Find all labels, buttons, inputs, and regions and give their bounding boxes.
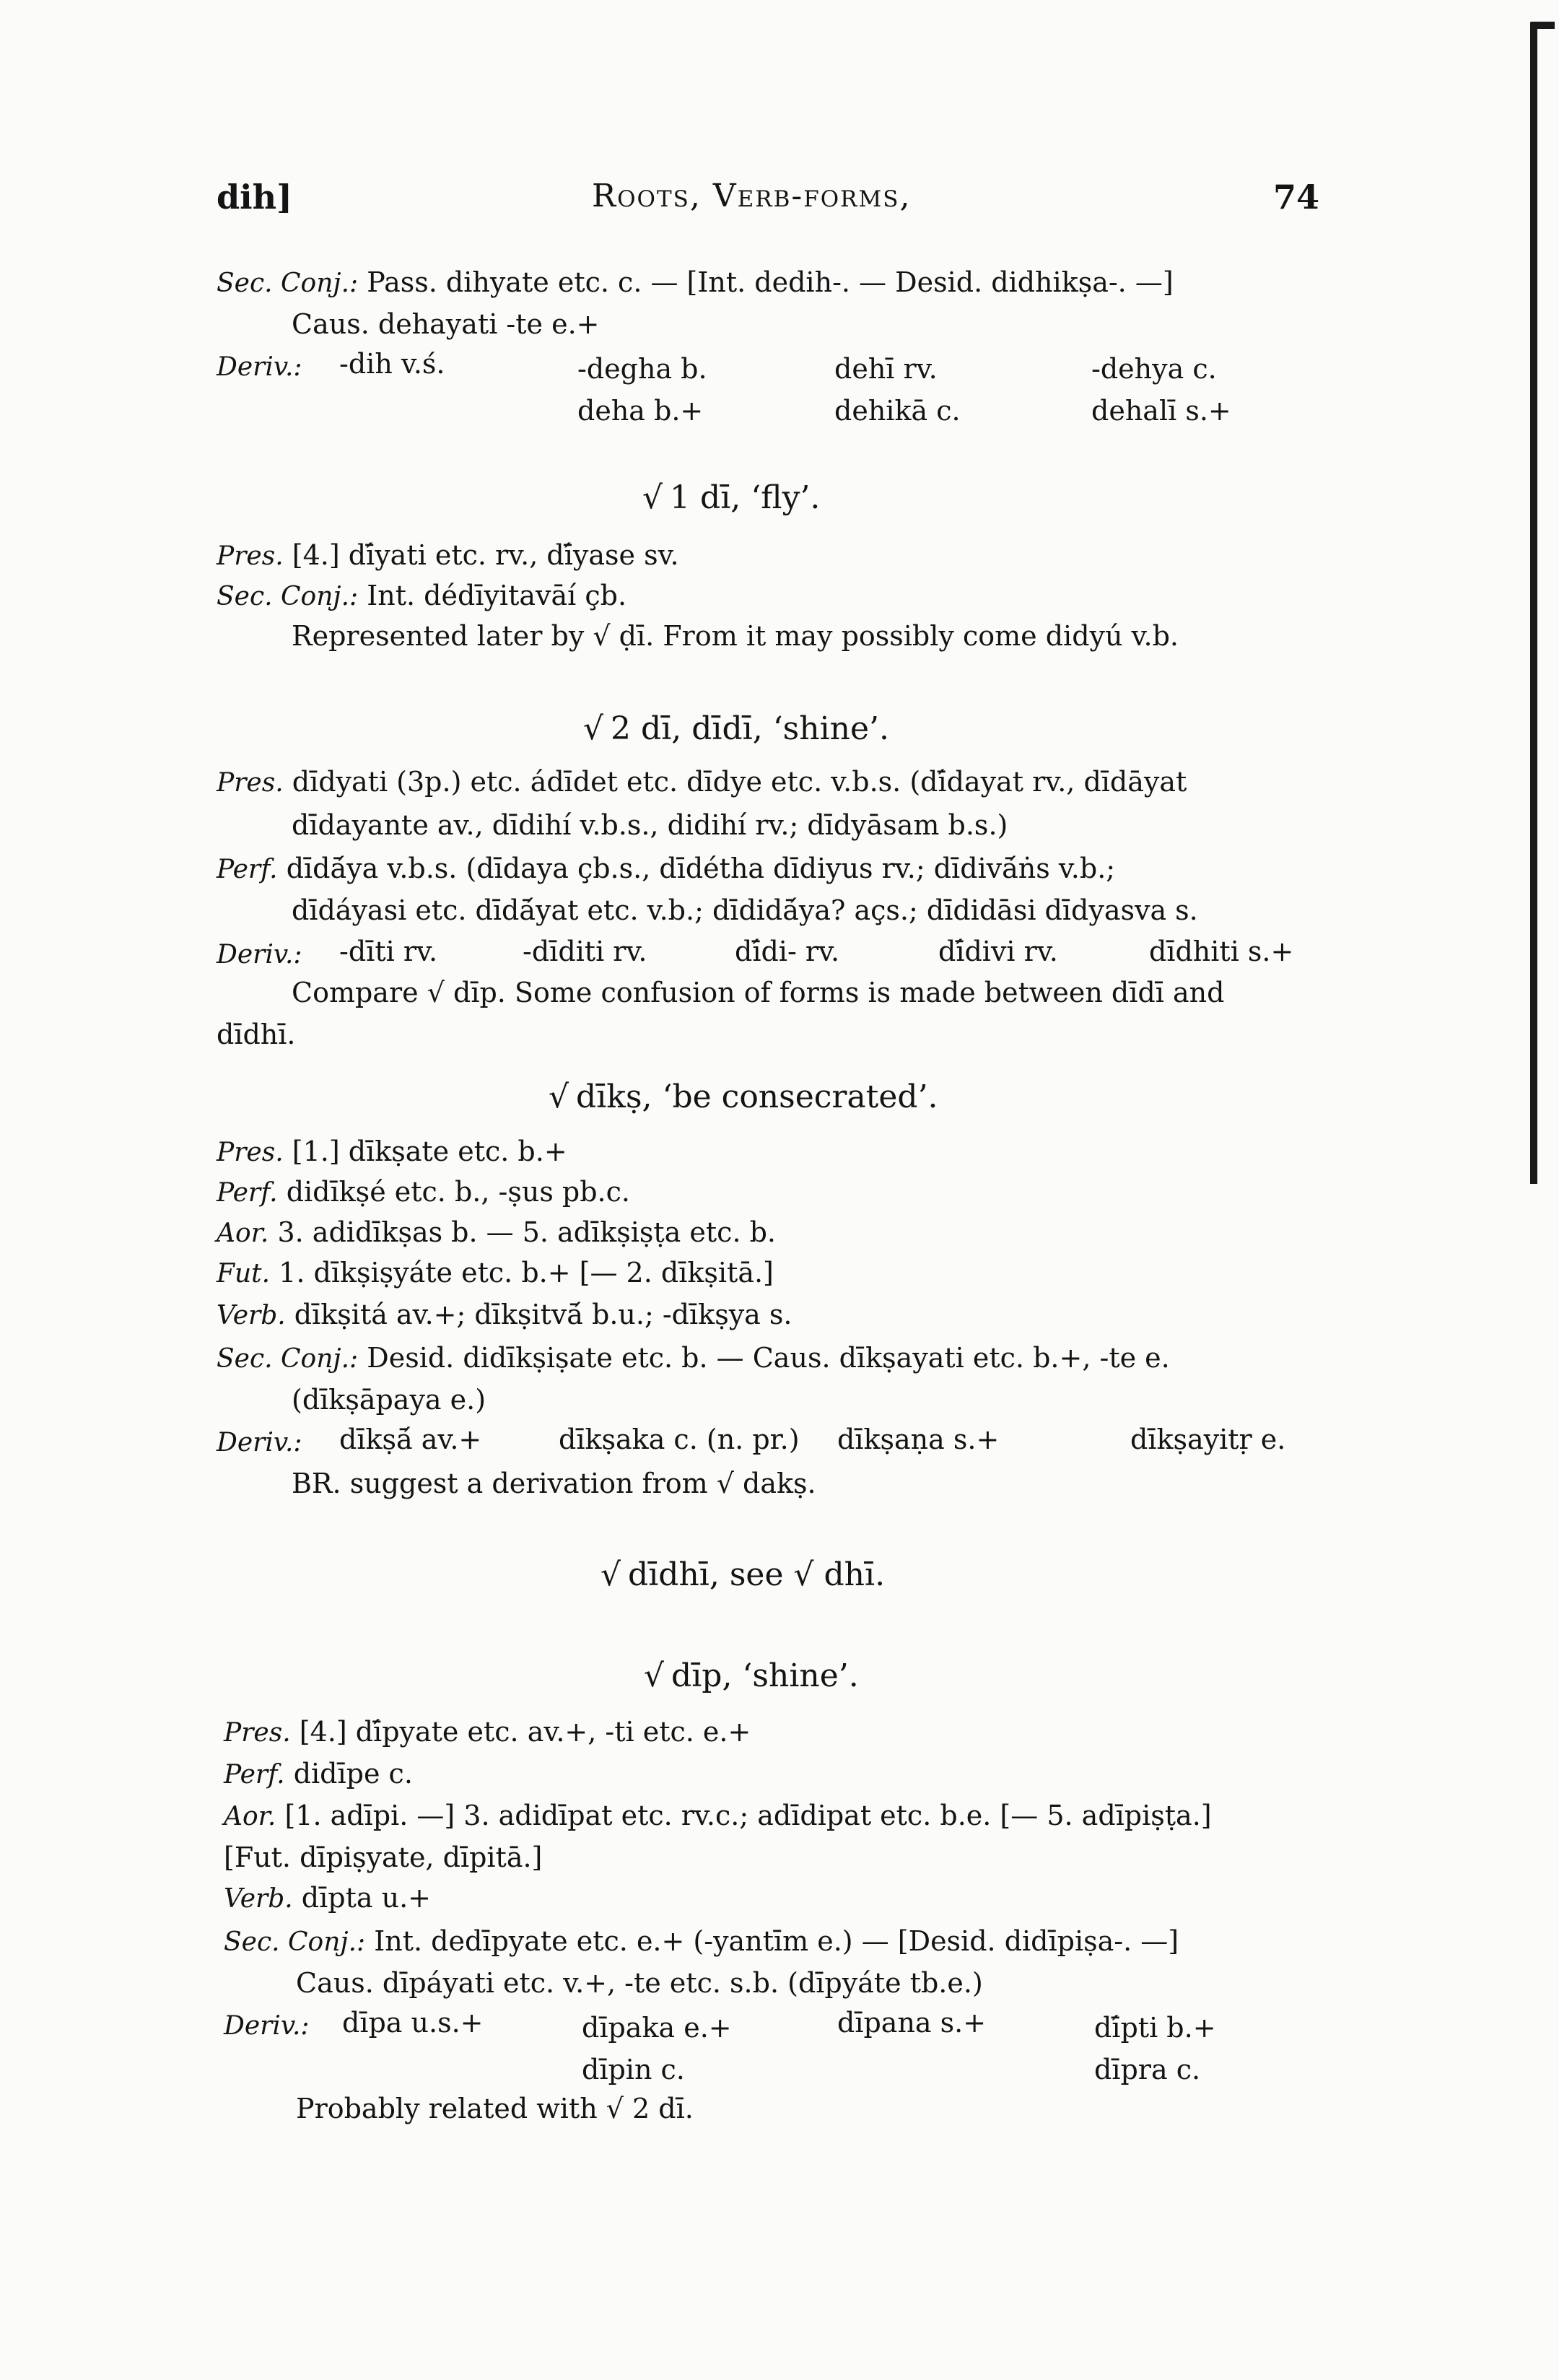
root-heading-dip: √ dīp, ‘shine’.: [644, 1657, 859, 1694]
dih-caus: Caus. dehayati -te e.+: [292, 308, 600, 340]
radical-sign: √: [642, 479, 663, 516]
page-edge-shadow: [1530, 22, 1555, 1184]
dih-sec-conj: Sec. Conj.: Pass. dihyate etc. c. — [Int. dedih-. — Desid. didhikṣa-. —]: [217, 266, 1174, 298]
page-number: 74: [1273, 178, 1320, 217]
di2-perf-cont: dīdáyasi etc. dīdā́yat etc. v.b.; dīdidā́ya? açs.; dīdidāsi dīdyasva s.: [292, 894, 1198, 926]
di1-sec-conj: Sec. Conj.: Int. dédīyitavāí çb.: [217, 580, 627, 611]
root-heading-didhi: √ dīdhī, see √ dhī.: [601, 1556, 886, 1593]
diks-deriv-label: Deriv.:: [217, 1428, 302, 1457]
dip-verb: Verb. dīpta u.+: [224, 1882, 431, 1914]
diks-aor: Aor. 3. adidīkṣas b. — 5. adīkṣiṣṭa etc. b.: [217, 1216, 776, 1248]
diks-sec-conj: Sec. Conj.: Desid. didīkṣiṣate etc. b. — Caus. dīkṣayati etc. b.+, -te e.: [217, 1342, 1170, 1374]
dip-deriv-col4: dī́pti b.+ dīpra c.: [1094, 2012, 1216, 2085]
di2-deriv-item: -dīti rv.: [339, 936, 438, 967]
dih-deriv-col4: -dehya c. dehalī s.+: [1091, 353, 1231, 427]
dip-deriv-label: Deriv.:: [224, 2011, 310, 2041]
diks-deriv-item: dīkṣā́ av.+: [339, 1424, 482, 1455]
di2-note-cont: dīdhī.: [217, 1019, 296, 1050]
diks-deriv-item: dīkṣayitṛ e.: [1130, 1424, 1286, 1455]
dip-sec-conj: Sec. Conj.: Int. dedīpyate etc. e.+ (-yantīm e.) — [Desid. didīpiṣa-. —]: [224, 1925, 1179, 1957]
dip-note: Probably related with √ 2 dī.: [296, 2093, 694, 2124]
di1-pres: Pres. [4.] dī́yati etc. rv., dī́yase sv.: [217, 539, 679, 571]
dip-aor: Aor. [1. adīpi. —] 3. adidīpat etc. rv.c.; adīdipat etc. b.e. [— 5. adīpiṣṭa.]: [224, 1800, 1212, 1831]
diks-deriv-item: dīkṣaṇa s.+: [837, 1424, 1000, 1455]
header-title: Roots, Verb-forms,: [592, 178, 912, 214]
dip-fut: [Fut. dīpiṣyate, dīpitā.]: [224, 1841, 543, 1873]
dih-deriv-col1: -dih v.ś.: [339, 348, 445, 380]
dip-pres: Pres. [4.] dī́pyate etc. av.+, -ti etc. e.+: [224, 1716, 751, 1748]
dih-deriv-col3: dehī rv. dehikā c.: [834, 353, 961, 427]
diks-note: BR. suggest a derivation from √ dakṣ.: [292, 1468, 816, 1499]
dip-perf: Perf. didīpe c.: [224, 1758, 413, 1790]
diks-verb: Verb. dīkṣitá av.+; dīkṣitvā́ b.u.; -dīkṣya s.: [217, 1299, 792, 1330]
root-heading-1-di: √ 1 dī, ‘fly’.: [642, 479, 821, 516]
diks-perf: Perf. didīkṣé etc. b., -ṣus pb.c.: [217, 1176, 631, 1208]
dip-deriv-col1: dīpa u.s.+: [342, 2007, 484, 2039]
diks-sec-cont: (dīkṣāpaya e.): [292, 1384, 486, 1416]
di2-perf: Perf. dīdā́ya v.b.s. (dīdaya çb.s., dīdétha dīdiyus rv.; dīdivā́ṅs v.b.;: [217, 853, 1116, 884]
di2-deriv-item: -dīditi rv.: [523, 936, 647, 967]
di2-deriv-item: dī́di- rv.: [735, 936, 840, 967]
dih-deriv-label: Deriv.:: [217, 352, 302, 382]
di2-deriv-label: Deriv.:: [217, 940, 302, 969]
diks-fut: Fut. 1. dīkṣiṣyáte etc. b.+ [— 2. dīkṣitā.]: [217, 1257, 774, 1289]
dip-deriv-col2: dīpaka e.+ dīpin c.: [582, 2012, 732, 2085]
root-heading-diks: √ dīkṣ, ‘be consecrated’.: [549, 1078, 938, 1115]
diks-pres: Pres. [1.] dīkṣate etc. b.+: [217, 1135, 567, 1167]
dih-deriv-col2: -degha b. deha b.+: [577, 353, 707, 427]
di2-deriv-item: dī́divi rv.: [938, 936, 1058, 967]
header-root: dih]: [217, 178, 292, 217]
di2-deriv-item: dīdhiti s.+: [1149, 936, 1294, 967]
dip-deriv-col3: dīpana s.+: [837, 2007, 987, 2039]
di2-note: Compare √ dīp. Some confusion of forms is made between dīdī and: [292, 977, 1225, 1008]
root-heading-2-di: √ 2 dī, dīdī, ‘shine’.: [583, 710, 890, 747]
di2-pres-cont: dīdayante av., dīdihí v.b.s., didihí rv.; dīdyāsam b.s.): [292, 809, 1008, 841]
diks-deriv-item: dīkṣaka c. (n. pr.): [559, 1424, 800, 1455]
di2-pres: Pres. dīdyati (3p.) etc. ádīdet etc. dīdye etc. v.b.s. (dī́dayat rv., dīdāyat: [217, 766, 1187, 798]
dip-caus: Caus. dīpáyati etc. v.+, -te etc. s.b. (dīpyáte tb.e.): [296, 1967, 983, 1999]
di1-note: Represented later by √ ḍī. From it may possibly come didyú v.b.: [292, 620, 1179, 652]
